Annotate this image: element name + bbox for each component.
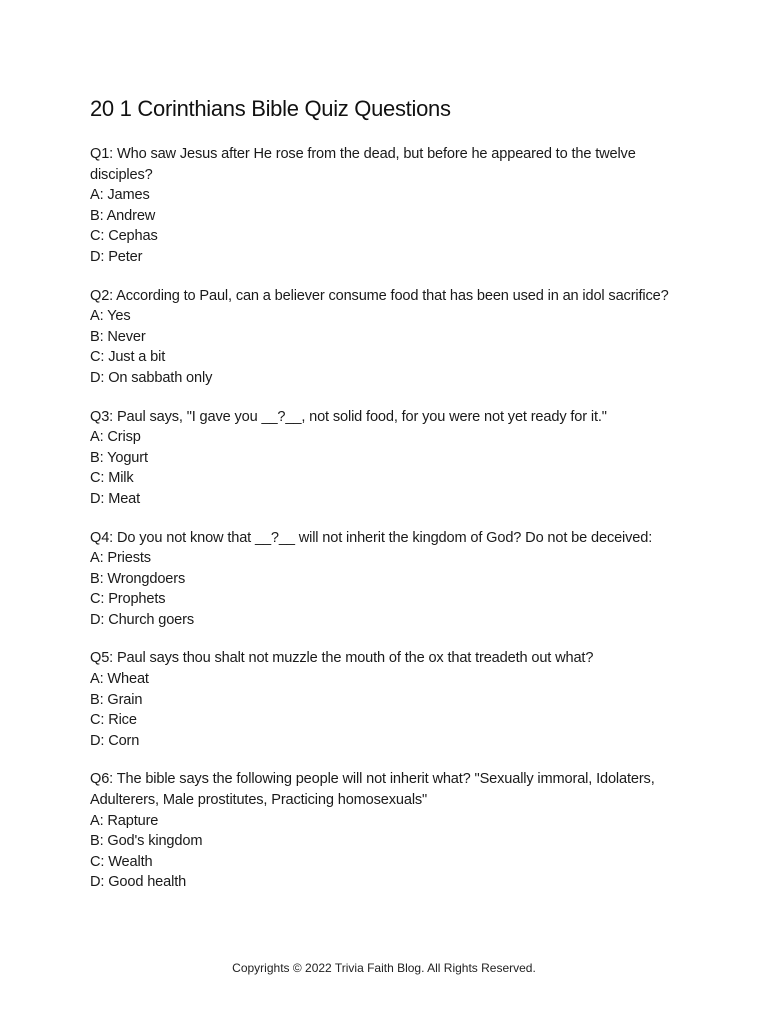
question-item (90, 286, 690, 389)
answer-option: C: Rice (90, 712, 137, 729)
answer-option: B: Grain (90, 691, 143, 708)
question-text: Q5: Paul says thou shalt not muzzle the mouth of the ox that treadeth out what? (90, 650, 594, 667)
answer-option: A: Yes (90, 308, 131, 325)
answer-option: B: Yogurt (90, 449, 148, 466)
answer-option: D: Meat (90, 490, 141, 507)
question-item (90, 769, 690, 893)
question-text: Q4: Do you not know that __?__ will not inherit the kingdom of God? Do not be deceived: (90, 529, 653, 546)
answer-option: D: Corn (90, 732, 140, 749)
question-text: Q1: Who saw Jesus after He rose from the dead, but before he appeared to the twelve disciples? (90, 146, 636, 183)
question-item (90, 407, 690, 510)
question-text: Q2: According to Paul, can a believer consume food that has been used in an idol sacrifice? (90, 287, 669, 304)
answer-option: B: Never (90, 328, 146, 345)
answer-option: D: On sabbath only (90, 369, 213, 386)
answer-option: B: Andrew (90, 207, 156, 224)
question-list (90, 144, 690, 911)
answer-option: C: Cephas (90, 228, 158, 245)
answer-option: C: Just a bit (90, 349, 166, 366)
answer-option: D: Peter (90, 248, 143, 265)
answer-option: D: Good health (90, 874, 187, 891)
copyright-footer: Copyrights © 2022 Trivia Faith Blog. All Rights Reserved. (232, 961, 536, 975)
question-text: Q3: Paul says, "I gave you __?__, not solid food, for you were not yet ready for it." (90, 408, 607, 425)
answer-option: A: Crisp (90, 429, 141, 446)
answer-option: D: Church goers (90, 611, 195, 628)
answer-option: A: James (90, 187, 150, 204)
answer-option: B: God's kingdom (90, 833, 203, 850)
answer-option: C: Wealth (90, 853, 153, 870)
answer-option: A: Rapture (90, 812, 159, 829)
question-item (90, 648, 690, 751)
answer-option: A: Priests (90, 550, 151, 567)
question-item (90, 528, 690, 631)
question-text: Q6: The bible says the following people will not inherit what? "Sexually immoral, Idolaters, Adulterers, Male prostitutes, Practicing homosexuals" (90, 771, 655, 809)
answer-option: B: Wrongdoers (90, 570, 186, 587)
answer-option: C: Prophets (90, 591, 166, 608)
answer-option: C: Milk (90, 470, 134, 487)
page-title: 20 1 Corinthians Bible Quiz Questions (90, 96, 451, 121)
answer-option: A: Wheat (90, 671, 149, 688)
question-item (90, 144, 690, 268)
